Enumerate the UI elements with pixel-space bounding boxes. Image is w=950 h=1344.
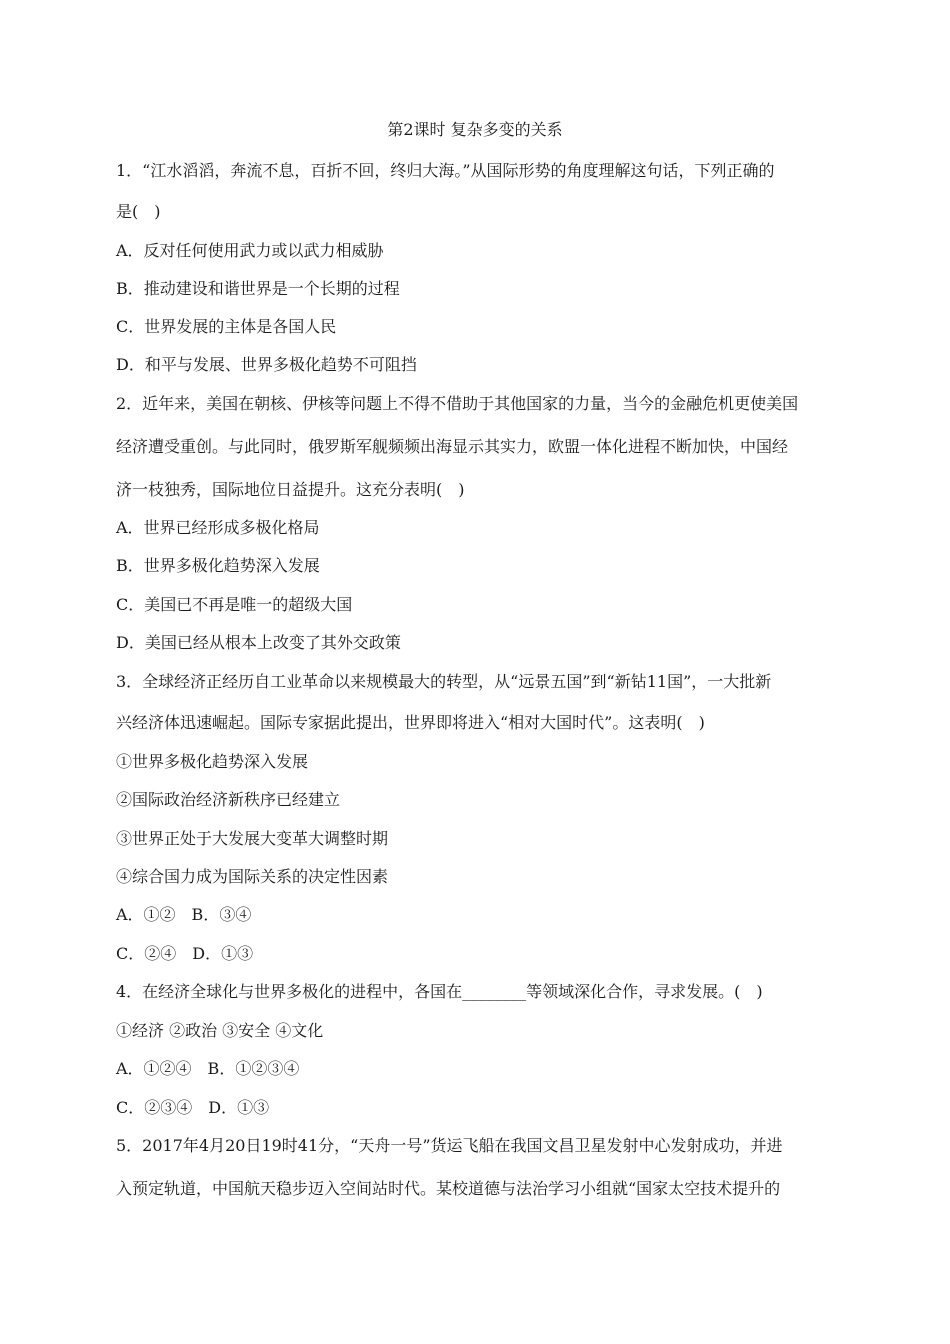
question-1-option-a: A．反对任何使用武力或以武力相威胁	[116, 241, 384, 260]
question-2-option-b: B．世界多极化趋势深入发展	[116, 556, 320, 575]
question-1-option-b: B．推动建设和谐世界是一个长期的过程	[116, 279, 400, 298]
question-4-options-ab: A．①②④ B．①②③④	[116, 1059, 300, 1078]
question-2-stem-line-1: 2．近年来，美国在朝核、伊核等问题上不得不借助于其他国家的力量，当今的金融危机更使美国	[116, 394, 799, 413]
question-3-item-2: ②国际政治经济新秩序已经建立	[116, 790, 341, 809]
question-1-stem-line-1: 1．“江水滔滔，奔流不息，百折不回，终归大海。”从国际形势的角度理解这句话，下列正确的	[116, 161, 775, 180]
page-title: 第2课时 复杂多变的关系	[387, 120, 563, 139]
question-2-option-a: A．世界已经形成多极化格局	[116, 518, 320, 537]
question-2-option-c: C．美国已不再是唯一的超级大国	[116, 595, 353, 614]
question-2-option-d: D．美国已经从根本上改变了其外交政策	[116, 633, 401, 652]
question-4-options-cd: C．②③④ D．①③	[116, 1098, 270, 1117]
question-1-stem-line-2: 是( )	[116, 202, 161, 221]
question-5-stem-line-1: 5．2017年4月20日19时41分，“天舟一号”货运飞船在我国文昌卫星发射中心发射成功，并进	[116, 1136, 783, 1155]
question-1-option-c: C．世界发展的主体是各国人民	[116, 317, 337, 336]
question-2-stem-line-3: 济一枝独秀，国际地位日益提升。这充分表明( )	[116, 480, 465, 499]
question-3-item-4: ④综合国力成为国际关系的决定性因素	[116, 867, 389, 886]
question-4-stem-line-1: 4．在经济全球化与世界多极化的进程中，各国在________等领域深化合作，寻求发展。( )	[116, 982, 763, 1001]
question-4-items: ①经济 ②政治 ③安全 ④文化	[116, 1021, 324, 1040]
question-3-stem-line-1: 3．全球经济正经历自工业革命以来规模最大的转型，从“远景五国”到“新钻11国”，一大批新	[116, 672, 772, 691]
question-2-stem-line-2: 经济遭受重创。与此同时，俄罗斯军舰频频出海显示其实力，欧盟一体化进程不断加快，中国经	[116, 437, 789, 456]
question-3-item-3: ③世界正处于大发展大变革大调整时期	[116, 829, 389, 848]
question-3-options-cd: C．②④ D．①③	[116, 944, 254, 963]
question-5-stem-line-2: 入预定轨道，中国航天稳步迈入空间站时代。某校道德与法治学习小组就“国家太空技术提升的	[116, 1179, 781, 1198]
question-3-options-ab: A．①② B．③④	[116, 905, 252, 924]
question-3-item-1: ①世界多极化趋势深入发展	[116, 752, 309, 771]
question-1-option-d: D．和平与发展、世界多极化趋势不可阻挡	[116, 355, 417, 374]
question-3-stem-line-2: 兴经济体迅速崛起。国际专家据此提出，世界即将进入“相对大国时代”。这表明( )	[116, 713, 705, 732]
